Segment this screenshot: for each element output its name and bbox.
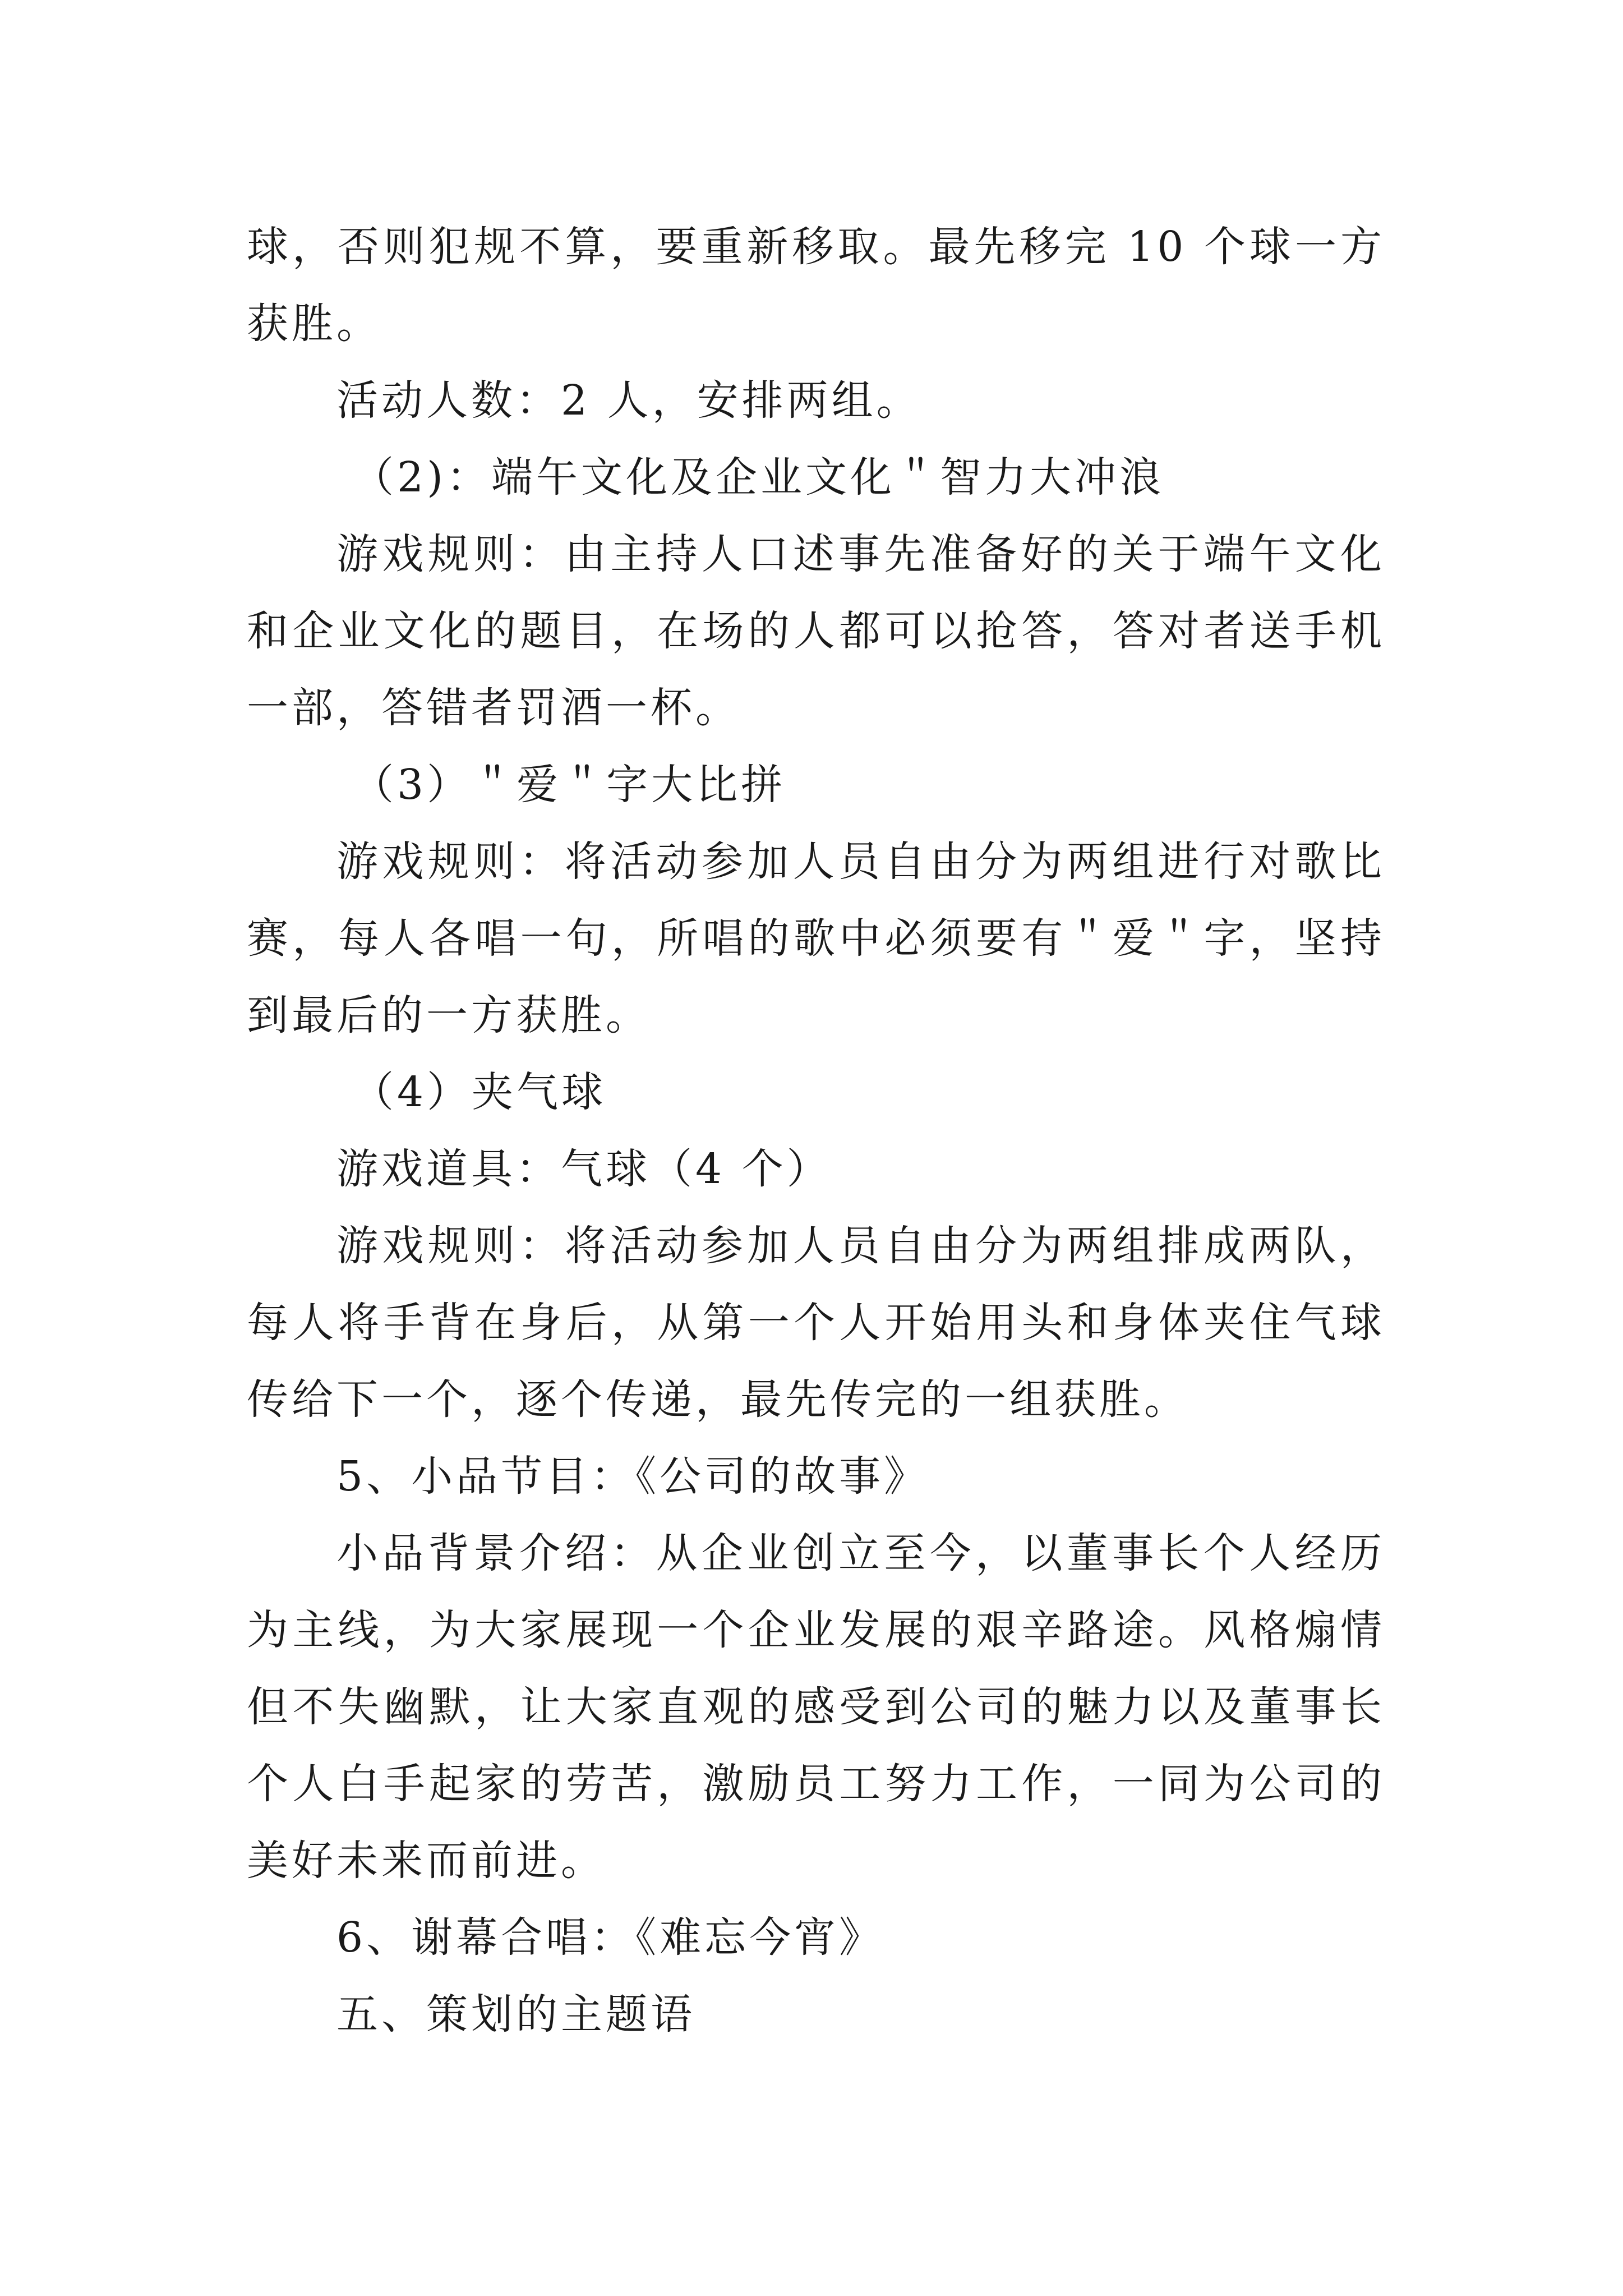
document-body: [247, 209, 1385, 2053]
paragraph-skit-background: 小品背景介绍：从企业创立至今，以董事长个人经历为主线，为大家展现一个企业发展的艰辛路途。风格煽情但不失幽默，让大家直观的感受到公司的魅力以及董事长个人白手起家的劳苦，激励员工努力工作，一同为公司的美好未来而前进。: [247, 1529, 1385, 1885]
paragraph-skit-title: 5、小品节目：《公司的故事》: [336, 1452, 929, 1501]
paragraph-balloon-rules: 游戏规则：将活动参加人员自由分为两组排成两队，每人将手背在身后，从第一个人开始用头和身体夹住气球传给下一个，逐个传递，最先传完的一组获胜。: [247, 1222, 1385, 1424]
paragraph-balloon-props: 游戏道具：气球（4 个）: [336, 1145, 832, 1193]
paragraph-love-song-rules: 游戏规则：将活动参加人员自由分为两组进行对歌比赛，每人各唱一句，所唱的歌中必须要有＂爱＂字，坚持到最后的一方获胜。: [247, 838, 1385, 1039]
paragraph-ball-rule-continuation: 球，否则犯规不算，要重新移取。最先移完 10 个球一方获胜。: [247, 223, 1385, 348]
paragraph-love-song-title: （3）＂爱＂字大比拼: [352, 761, 786, 809]
paragraph-closing-chorus: 6、谢幕合唱：《难忘今宵》: [336, 1913, 884, 1962]
paragraph-section-theme-heading: 五、策划的主题语: [336, 1990, 695, 2039]
paragraph-quiz-title: （2)：端午文化及企业文化＂智力大冲浪: [352, 453, 1164, 501]
paragraph-participants: 活动人数：2 人，安排两组。: [336, 376, 921, 425]
paragraph-quiz-rules: 游戏规则：由主持人口述事先准备好的关于端午文化和企业文化的题目，在场的人都可以抢答，答对者送手机一部，答错者罚酒一杯。: [247, 530, 1385, 732]
paragraph-balloon-title: （4）夹气球: [352, 1068, 607, 1116]
